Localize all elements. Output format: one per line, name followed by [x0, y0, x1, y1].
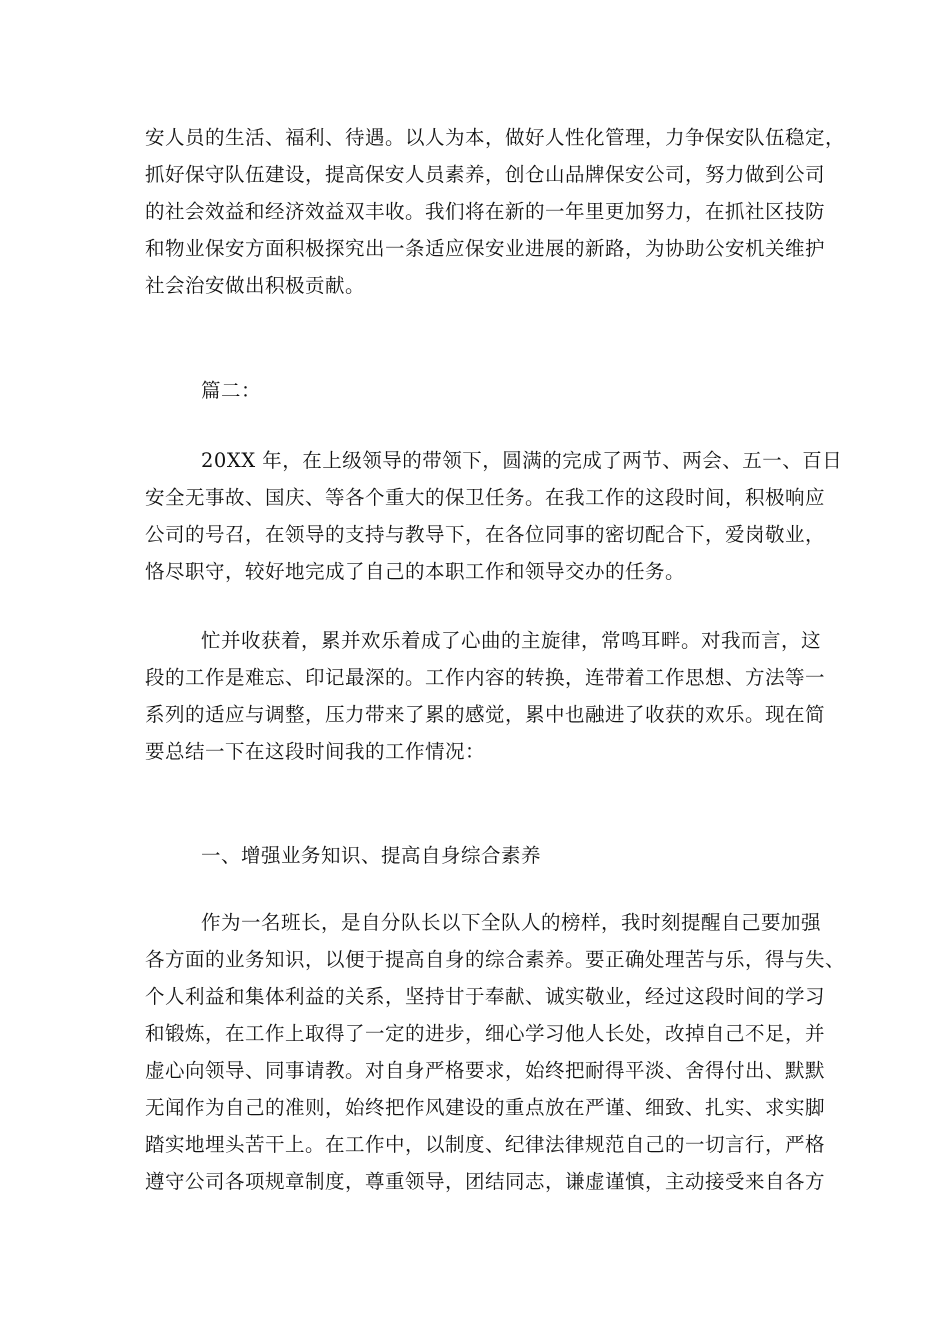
paragraph-line: 社会治安做出积极贡献。 — [145, 274, 366, 297]
paragraph-line: 个人利益和集体利益的关系，坚持甘于奉献、诚实敬业，经过这段时间的学习 — [145, 985, 826, 1008]
paragraph-line: 要总结一下在这段时间我的工作情况： — [145, 740, 486, 763]
paragraph-line: 安全无事故、国庆、等各个重大的保卫任务。在我工作的这段时间，积极响应 — [145, 486, 826, 509]
section-title: 篇二： — [201, 379, 262, 402]
paragraph-line: 遵守公司各项规章制度，尊重领导，团结同志，谦虚谨慎，主动接受来自各方 — [145, 1170, 826, 1193]
paragraph-line: 安人员的生活、福利、待遇。以人为本，做好人性化管理，力争保安队伍稳定， — [145, 126, 846, 149]
paragraph-line: 忙并收获着，累并欢乐着成了心曲的主旋律，常鸣耳畔。对我而言，这 — [201, 629, 822, 652]
paragraph-line: 各方面的业务知识，以便于提高自身的综合素养。要正确处理苦与乐，得与失、 — [145, 948, 846, 971]
paragraph-line: 公司的号召，在领导的支持与教导下，在各位同事的密切配合下，爱岗敬业， — [145, 523, 826, 546]
paragraph-line: 抓好保守队伍建设，提高保安人员素养，创仓山品牌保安公司，努力做到公司 — [145, 163, 826, 186]
paragraph-line: 作为一名班长，是自分队长以下全队人的榜样，我时刻提醒自己要加强 — [201, 911, 822, 934]
paragraph-line: 的社会效益和经济效益双丰收。我们将在新的一年里更加努力，在抓社区技防 — [145, 200, 826, 223]
paragraph-line: 恪尽职守，较好地完成了自己的本职工作和领导交办的任务。 — [145, 560, 686, 583]
paragraph-line: 段的工作是难忘、印记最深的。工作内容的转换，连带着工作思想、方法等一 — [145, 666, 826, 689]
paragraph-line: 系列的适应与调整，压力带来了累的感觉，累中也融进了收获的欢乐。现在简 — [145, 703, 826, 726]
paragraph-line: 虚心向领导、同事请教。对自身严格要求，始终把耐得平淡、舍得付出、默默 — [145, 1059, 826, 1082]
paragraph-line: 和锻炼，在工作上取得了一定的进步，细心学习他人长处，改掉自己不足，并 — [145, 1022, 826, 1045]
paragraph-line: 无闻作为自己的准则，始终把作风建设的重点放在严谨、细致、扎实、求实脚 — [145, 1096, 826, 1119]
paragraph-line: 和物业保安方面积极探究出一条适应保安业进展的新路，为协助公安机关维护 — [145, 237, 826, 260]
paragraph-line: 踏实地埋头苦干上。在工作中，以制度、纪律法律规范自己的一切言行，严格 — [145, 1133, 826, 1156]
section-heading: 一、增强业务知识、提高自身综合素养 — [201, 844, 542, 867]
paragraph-line: 20XX 年，在上级领导的带领下，圆满的完成了两节、两会、五一、百日 — [201, 449, 843, 472]
